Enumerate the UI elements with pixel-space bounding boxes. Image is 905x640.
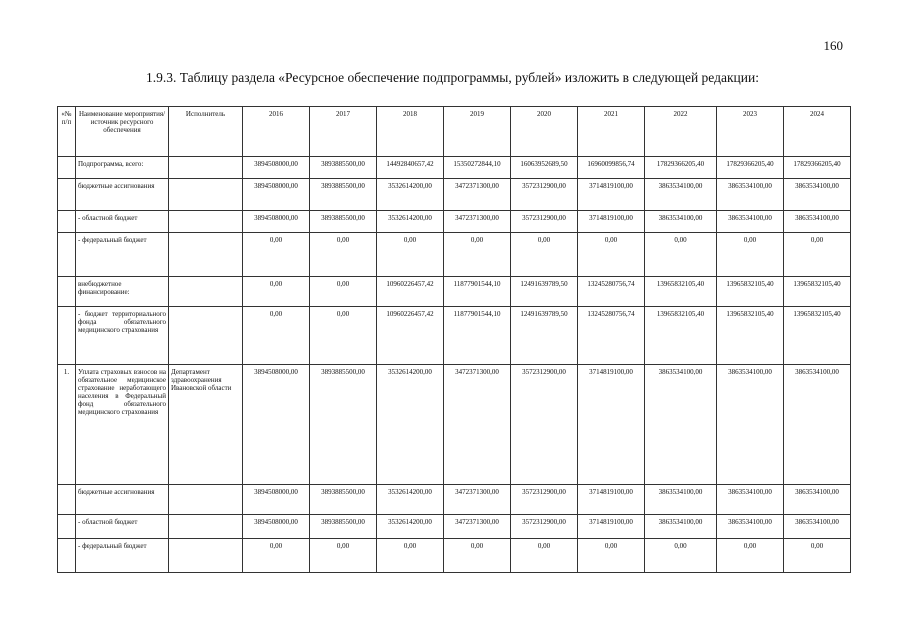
table-row	[58, 539, 851, 573]
row-value: 0,00	[645, 539, 717, 573]
table-row	[58, 211, 851, 233]
header-year: 2022	[645, 107, 717, 157]
row-number	[58, 211, 76, 233]
row-value: 13965832105,40	[717, 307, 784, 365]
row-value: 3863534100,00	[717, 179, 784, 211]
row-value: 10960226457,42	[377, 307, 444, 365]
row-value: 0,00	[717, 233, 784, 277]
row-value: 3572312900,00	[511, 485, 578, 515]
row-value: 3714819100,00	[578, 485, 645, 515]
row-value: 0,00	[377, 233, 444, 277]
header-executor: Исполнитель	[169, 107, 243, 157]
row-value: 3572312900,00	[511, 365, 578, 485]
table-row	[58, 515, 851, 539]
row-value: 10960226457,42	[377, 277, 444, 307]
row-value: 13965832105,40	[645, 307, 717, 365]
row-value: 3894508000,00	[243, 515, 310, 539]
row-value: 3863534100,00	[784, 179, 851, 211]
row-name: бюджетные ассигнования	[76, 179, 169, 211]
header-year: 2023	[717, 107, 784, 157]
row-value: 3472371300,00	[444, 365, 511, 485]
row-value: 3894508000,00	[243, 365, 310, 485]
header-name: Наименование мероприятия/источник ресурсного обеспечения	[76, 107, 169, 157]
row-value: 17829366205,40	[784, 157, 851, 179]
row-value: 3863534100,00	[645, 211, 717, 233]
row-value: 3472371300,00	[444, 211, 511, 233]
row-value: 17829366205,40	[645, 157, 717, 179]
row-executor	[169, 515, 243, 539]
row-value: 0,00	[310, 233, 377, 277]
row-value: 0,00	[511, 539, 578, 573]
row-executor	[169, 211, 243, 233]
table-row	[58, 179, 851, 211]
row-value: 3472371300,00	[444, 485, 511, 515]
row-value: 3863534100,00	[717, 211, 784, 233]
section-heading: 1.9.3. Таблицу раздела «Ресурсное обеспечение подпрограммы, рублей» изложить в следующей редакции:	[146, 70, 759, 85]
row-value: 0,00	[511, 233, 578, 277]
row-value: 0,00	[444, 539, 511, 573]
row-value: 3863534100,00	[717, 515, 784, 539]
row-value: 0,00	[717, 539, 784, 573]
row-name: - областной бюджет	[76, 515, 169, 539]
row-value: 3532614200,00	[377, 365, 444, 485]
row-value: 3893885500,00	[310, 157, 377, 179]
row-value: 3893885500,00	[310, 365, 377, 485]
row-value: 3472371300,00	[444, 179, 511, 211]
resource-table	[57, 106, 851, 573]
row-value: 3714819100,00	[578, 211, 645, 233]
header-year: 2016	[243, 107, 310, 157]
row-value: 3863534100,00	[645, 485, 717, 515]
row-executor: Департамент здравоохранения Ивановской области	[169, 365, 243, 485]
row-value: 3863534100,00	[784, 211, 851, 233]
row-value: 12491639789,50	[511, 277, 578, 307]
row-value: 0,00	[243, 233, 310, 277]
row-value: 0,00	[784, 539, 851, 573]
row-value: 13245280756,74	[578, 307, 645, 365]
row-number	[58, 277, 76, 307]
row-name: Уплата страховых взносов на обязательное медицинское страхование неработающего населения в Федеральный фонд обязательного медицинского страхования	[76, 365, 169, 485]
row-name: - бюджет территориального фонда обязательного медицинского страхования	[76, 307, 169, 365]
row-name: Подпрограмма, всего:	[76, 157, 169, 179]
row-value: 3532614200,00	[377, 211, 444, 233]
row-value: 3863534100,00	[645, 365, 717, 485]
row-value: 17829366205,40	[717, 157, 784, 179]
row-executor	[169, 307, 243, 365]
header-num: «№ п/п	[58, 107, 76, 157]
row-executor	[169, 157, 243, 179]
row-value: 13965832105,40	[717, 277, 784, 307]
table-row	[58, 277, 851, 307]
row-value: 0,00	[578, 233, 645, 277]
row-value: 3863534100,00	[784, 515, 851, 539]
row-value: 3572312900,00	[511, 179, 578, 211]
row-number	[58, 233, 76, 277]
row-value: 14492840657,42	[377, 157, 444, 179]
row-value: 16063952689,50	[511, 157, 578, 179]
row-value: 3893885500,00	[310, 485, 377, 515]
row-value: 0,00	[310, 307, 377, 365]
table-row	[58, 233, 851, 277]
row-value: 3863534100,00	[784, 485, 851, 515]
row-value: 3532614200,00	[377, 179, 444, 211]
row-value: 3863534100,00	[784, 365, 851, 485]
row-value: 3893885500,00	[310, 515, 377, 539]
header-year: 2020	[511, 107, 578, 157]
row-executor	[169, 179, 243, 211]
table-row	[58, 307, 851, 365]
row-value: 3893885500,00	[310, 179, 377, 211]
table-body	[58, 157, 851, 573]
header-year: 2021	[578, 107, 645, 157]
row-value: 15350272844,10	[444, 157, 511, 179]
row-value: 3714819100,00	[578, 179, 645, 211]
row-value: 3572312900,00	[511, 515, 578, 539]
row-value: 0,00	[243, 539, 310, 573]
row-number	[58, 539, 76, 573]
row-value: 0,00	[310, 277, 377, 307]
row-value: 0,00	[377, 539, 444, 573]
row-value: 12491639789,50	[511, 307, 578, 365]
row-value: 3894508000,00	[243, 211, 310, 233]
table-header-row	[58, 107, 851, 157]
row-value: 0,00	[310, 539, 377, 573]
row-value: 11877901544,10	[444, 277, 511, 307]
row-value: 3863534100,00	[717, 485, 784, 515]
row-executor	[169, 539, 243, 573]
header-year: 2018	[377, 107, 444, 157]
row-value: 3894508000,00	[243, 157, 310, 179]
row-value: 13245280756,74	[578, 277, 645, 307]
row-value: 3714819100,00	[578, 515, 645, 539]
row-value: 11877901544,10	[444, 307, 511, 365]
row-executor	[169, 277, 243, 307]
row-name: внебюджетное финансирование:	[76, 277, 169, 307]
table-row	[58, 365, 851, 485]
header-year: 2024	[784, 107, 851, 157]
row-number: 1.	[58, 365, 76, 485]
row-value: 0,00	[243, 277, 310, 307]
row-value: 3863534100,00	[645, 515, 717, 539]
row-executor	[169, 233, 243, 277]
page-number: 160	[823, 38, 843, 53]
row-value: 13965832105,40	[645, 277, 717, 307]
row-number	[58, 307, 76, 365]
row-value: 0,00	[645, 233, 717, 277]
row-name: - федеральный бюджет	[76, 233, 169, 277]
row-value: 3894508000,00	[243, 485, 310, 515]
row-value: 3472371300,00	[444, 515, 511, 539]
row-executor	[169, 485, 243, 515]
row-value: 0,00	[243, 307, 310, 365]
header-year: 2017	[310, 107, 377, 157]
row-value: 3863534100,00	[645, 179, 717, 211]
row-value: 0,00	[578, 539, 645, 573]
row-number	[58, 515, 76, 539]
table-row	[58, 485, 851, 515]
row-number	[58, 179, 76, 211]
row-value: 3714819100,00	[578, 365, 645, 485]
row-value: 3532614200,00	[377, 515, 444, 539]
row-value: 0,00	[444, 233, 511, 277]
row-value: 3863534100,00	[717, 365, 784, 485]
row-name: бюджетные ассигнования	[76, 485, 169, 515]
row-value: 3894508000,00	[243, 179, 310, 211]
row-value: 13965832105,40	[784, 277, 851, 307]
row-number	[58, 157, 76, 179]
table-row	[58, 157, 851, 179]
header-year: 2019	[444, 107, 511, 157]
row-name: - федеральный бюджет	[76, 539, 169, 573]
row-value: 13965832105,40	[784, 307, 851, 365]
row-value: 3893885500,00	[310, 211, 377, 233]
row-value: 3572312900,00	[511, 211, 578, 233]
row-name: - областной бюджет	[76, 211, 169, 233]
row-value: 16960099856,74	[578, 157, 645, 179]
row-value: 3532614200,00	[377, 485, 444, 515]
row-number	[58, 485, 76, 515]
row-value: 0,00	[784, 233, 851, 277]
